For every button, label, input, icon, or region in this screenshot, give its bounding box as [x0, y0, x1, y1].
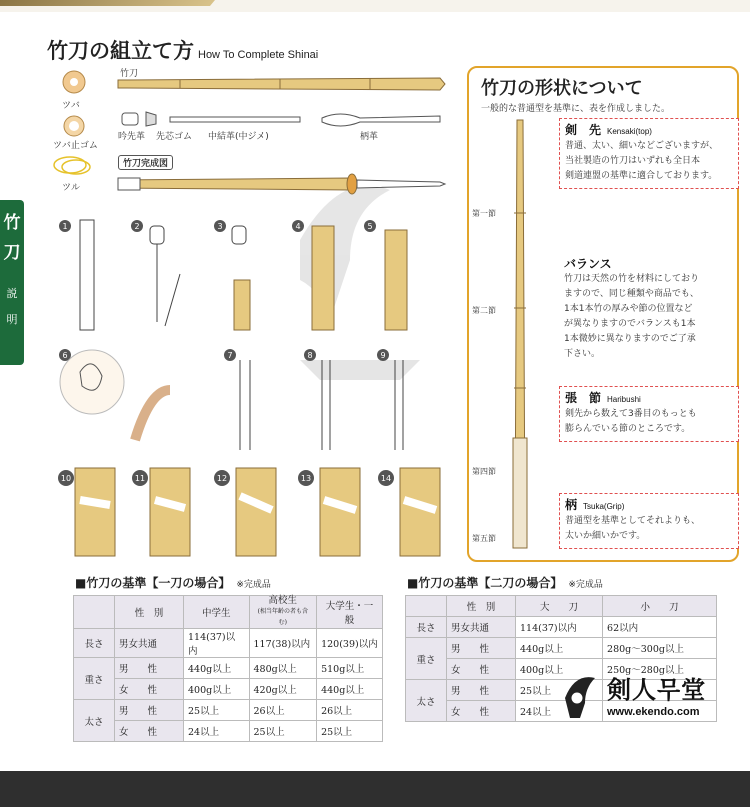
tsukagawa-label: 柄革: [360, 132, 379, 142]
tsubadome-label: ツバ止ゴム: [53, 141, 98, 151]
table-sub-label: 女 性: [447, 701, 516, 722]
page-title-jp: 竹刀の組立て方: [47, 38, 194, 63]
table-header: 性 別: [115, 596, 184, 629]
table-cell: 440g以上: [184, 658, 250, 679]
logo-url: www.ekendo.com: [607, 706, 700, 718]
table-cell: 25以上: [249, 721, 317, 742]
side-tab-char: 説: [6, 287, 18, 300]
table-header: 小 刀: [603, 596, 717, 617]
kensaki-text: 当社製造の竹刀はいずれも全日本: [565, 156, 701, 166]
table2-heading: [407, 574, 603, 591]
table-row-label: 長さ: [406, 617, 447, 638]
balance-text: 竹刀は天然の竹を材料にしており: [564, 274, 700, 284]
tsuba-label: ツバ: [62, 101, 80, 111]
page-title-en: How To Complete Shinai: [198, 49, 319, 61]
table-cell: 114(37)以内: [516, 617, 603, 638]
table1: [73, 595, 383, 742]
tsuka-text: 普通型を基準としてそれよりも、: [565, 516, 701, 526]
table-cell: 120(39)以内: [317, 629, 383, 658]
table-row: [406, 617, 717, 638]
footer-bar: [0, 771, 750, 807]
table-row-label: 重さ: [406, 638, 447, 680]
svg-text:11: 11: [134, 474, 146, 483]
table-cell: 400g以上: [184, 679, 250, 700]
table-cell: 420g以上: [249, 679, 317, 700]
balance-text: ますので、同じ種類や商品でも、: [564, 289, 699, 299]
table-row-label: 重さ: [74, 658, 115, 700]
balance-text: が異なりますのでバランスも1本: [564, 319, 696, 329]
table-sub-label: 女 性: [115, 721, 184, 742]
tsuka-title-en: Tsuka(Grip): [583, 502, 625, 511]
tsuka-box: [559, 493, 739, 549]
table-row: [74, 721, 383, 742]
svg-text:12: 12: [216, 474, 228, 483]
side-tab-char: 刀: [3, 243, 21, 263]
table-cell: 440g以上: [516, 638, 603, 659]
kensaki-title: 剣 先: [565, 123, 602, 137]
table-row: [74, 629, 383, 658]
balance-title: バランス: [564, 257, 612, 271]
tsuka-text: 太いか細いかです。: [565, 531, 646, 541]
table-sub-label: 男女共通: [115, 629, 184, 658]
sakigomu-label: 先芯ゴム: [156, 132, 193, 142]
tsukagawa-icon: [322, 114, 440, 126]
table-sub-label: 男 性: [115, 658, 184, 679]
table-header-high: [249, 596, 317, 629]
table-header: 大 刀: [516, 596, 603, 617]
node-label: 第二節: [472, 306, 496, 315]
svg-text:13: 13: [300, 474, 312, 483]
table1-title: ■竹刀の基準【一刀の場合】: [75, 576, 231, 590]
table1-heading: [75, 574, 271, 591]
complete-label: 竹刀完成図: [118, 155, 173, 170]
table-header: 中学生: [184, 596, 250, 629]
samurai-icon: [555, 668, 605, 723]
table2-title: ■竹刀の基準【二刀の場合】: [407, 576, 563, 590]
table-row: [406, 638, 717, 659]
table-cell: 510g以上: [317, 658, 383, 679]
table-row-label: 太さ: [74, 700, 115, 742]
haribushi-title-en: Haribushi: [607, 395, 641, 404]
side-tab-char: 竹: [3, 213, 21, 233]
table-cell: 62以内: [603, 617, 717, 638]
tsuru-label: ツル: [62, 183, 81, 193]
sakigawa-icon: [122, 113, 138, 125]
svg-text:5: 5: [367, 222, 373, 231]
brand-logo: [555, 668, 735, 728]
table-cell: 114(37)以内: [184, 629, 250, 658]
haribushi-text: 剣先から数えて3番目のもっとも: [565, 409, 697, 419]
step-row-3: [58, 468, 440, 556]
table-cell: 280g～300g以上: [603, 638, 717, 659]
table-row: [74, 596, 383, 629]
complete-shinai-image: [118, 178, 355, 190]
banner-stripe: [0, 0, 215, 6]
table1-note: ※完成品: [236, 580, 271, 590]
table-cell: 400g以上: [516, 659, 603, 680]
sakigawa-label: 吟先革: [118, 132, 146, 142]
side-tab-char: 明: [6, 313, 18, 326]
step-row-1: [59, 220, 407, 330]
nakayui-label: 中結革(中ジメ): [208, 132, 269, 142]
tsuka-title: 柄: [565, 498, 578, 512]
svg-text:4: 4: [295, 222, 301, 231]
table-sub-label: 男 性: [447, 638, 516, 659]
top-banner: [0, 0, 750, 12]
table-row-label: 長さ: [74, 629, 115, 658]
table-cell: 440g以上: [317, 679, 383, 700]
table-sub-label: 女 性: [115, 679, 184, 700]
table2-note: ※完成品: [568, 580, 603, 590]
tsuru-icon: [54, 157, 90, 174]
panel-title: 竹刀の形状について: [481, 78, 643, 99]
table-row: [74, 700, 383, 721]
table-sub-label: 男女共通: [447, 617, 516, 638]
table-cell: 25以上: [317, 721, 383, 742]
node-label: 第五節: [472, 534, 496, 543]
table-header: 性 別: [447, 596, 516, 617]
table-cell: 117(38)以内: [249, 629, 317, 658]
svg-text:7: 7: [227, 351, 233, 360]
panel-subtitle: 一般的な普通型を基準に、表を作成しました。: [481, 104, 671, 114]
table-cell: [406, 596, 447, 617]
svg-text:10: 10: [60, 474, 72, 483]
svg-text:6: 6: [62, 351, 68, 360]
balance-text: 下さい。: [564, 349, 601, 359]
shinai-vertical-image: [509, 118, 539, 558]
nakayui-icon: [170, 117, 300, 122]
table-header: 大学生・一般: [317, 596, 383, 629]
table-cell: 26以上: [249, 700, 317, 721]
table-header: 高校生: [268, 595, 298, 606]
balance-text: 1本微妙に異なりますのでご了承: [564, 334, 696, 344]
node-label: 第四節: [472, 467, 496, 476]
table-sub-label: 男 性: [447, 680, 516, 701]
table-cell: [74, 596, 115, 629]
table-row: [74, 658, 383, 679]
kensaki-title-en: Kensaki(top): [607, 127, 652, 136]
table-cell: 26以上: [317, 700, 383, 721]
node-label: 第一節: [472, 209, 496, 218]
table-sub-label: 女 性: [447, 659, 516, 680]
svg-text:2: 2: [134, 222, 140, 231]
table-cell: 24以上: [516, 701, 603, 722]
table-row-label: 太さ: [406, 680, 447, 722]
table-row: [406, 596, 717, 617]
shinai-label: 竹刀: [120, 69, 139, 79]
table-cell: 24以上: [184, 721, 250, 742]
svg-text:1: 1: [62, 222, 68, 231]
svg-text:3: 3: [217, 222, 223, 231]
balance-text: 1本1本竹の厚みや節の位置など: [564, 304, 693, 314]
shinai-image: [118, 78, 445, 90]
svg-text:9: 9: [380, 351, 386, 360]
table-cell: 250g～280g以上: [603, 659, 717, 680]
table-sub-label: 男 性: [115, 700, 184, 721]
table-row: [74, 679, 383, 700]
sakigomu-icon: [146, 112, 156, 126]
logo-text: 剣人무堂: [607, 675, 707, 704]
kensaki-text: 剣道連盟の基準に適合しております。: [565, 171, 718, 181]
svg-text:8: 8: [307, 351, 313, 360]
haribushi-text: 膨らんでいる節のところです。: [565, 424, 691, 434]
table-cell: 25以上: [516, 680, 603, 701]
shape-panel: [467, 66, 739, 562]
table-cell: 25以上: [184, 700, 250, 721]
haribushi-title: 張 節: [565, 391, 602, 405]
kensaki-text: 普通、太い、細いなどございますが、: [565, 141, 719, 151]
kensaki-box: [559, 118, 739, 189]
haribushi-box: [559, 386, 739, 442]
table-header-sub: (相当年齢の者も含む): [257, 608, 308, 626]
svg-text:14: 14: [380, 474, 392, 483]
table-cell: 480g以上: [249, 658, 317, 679]
balance-box: [559, 253, 737, 366]
